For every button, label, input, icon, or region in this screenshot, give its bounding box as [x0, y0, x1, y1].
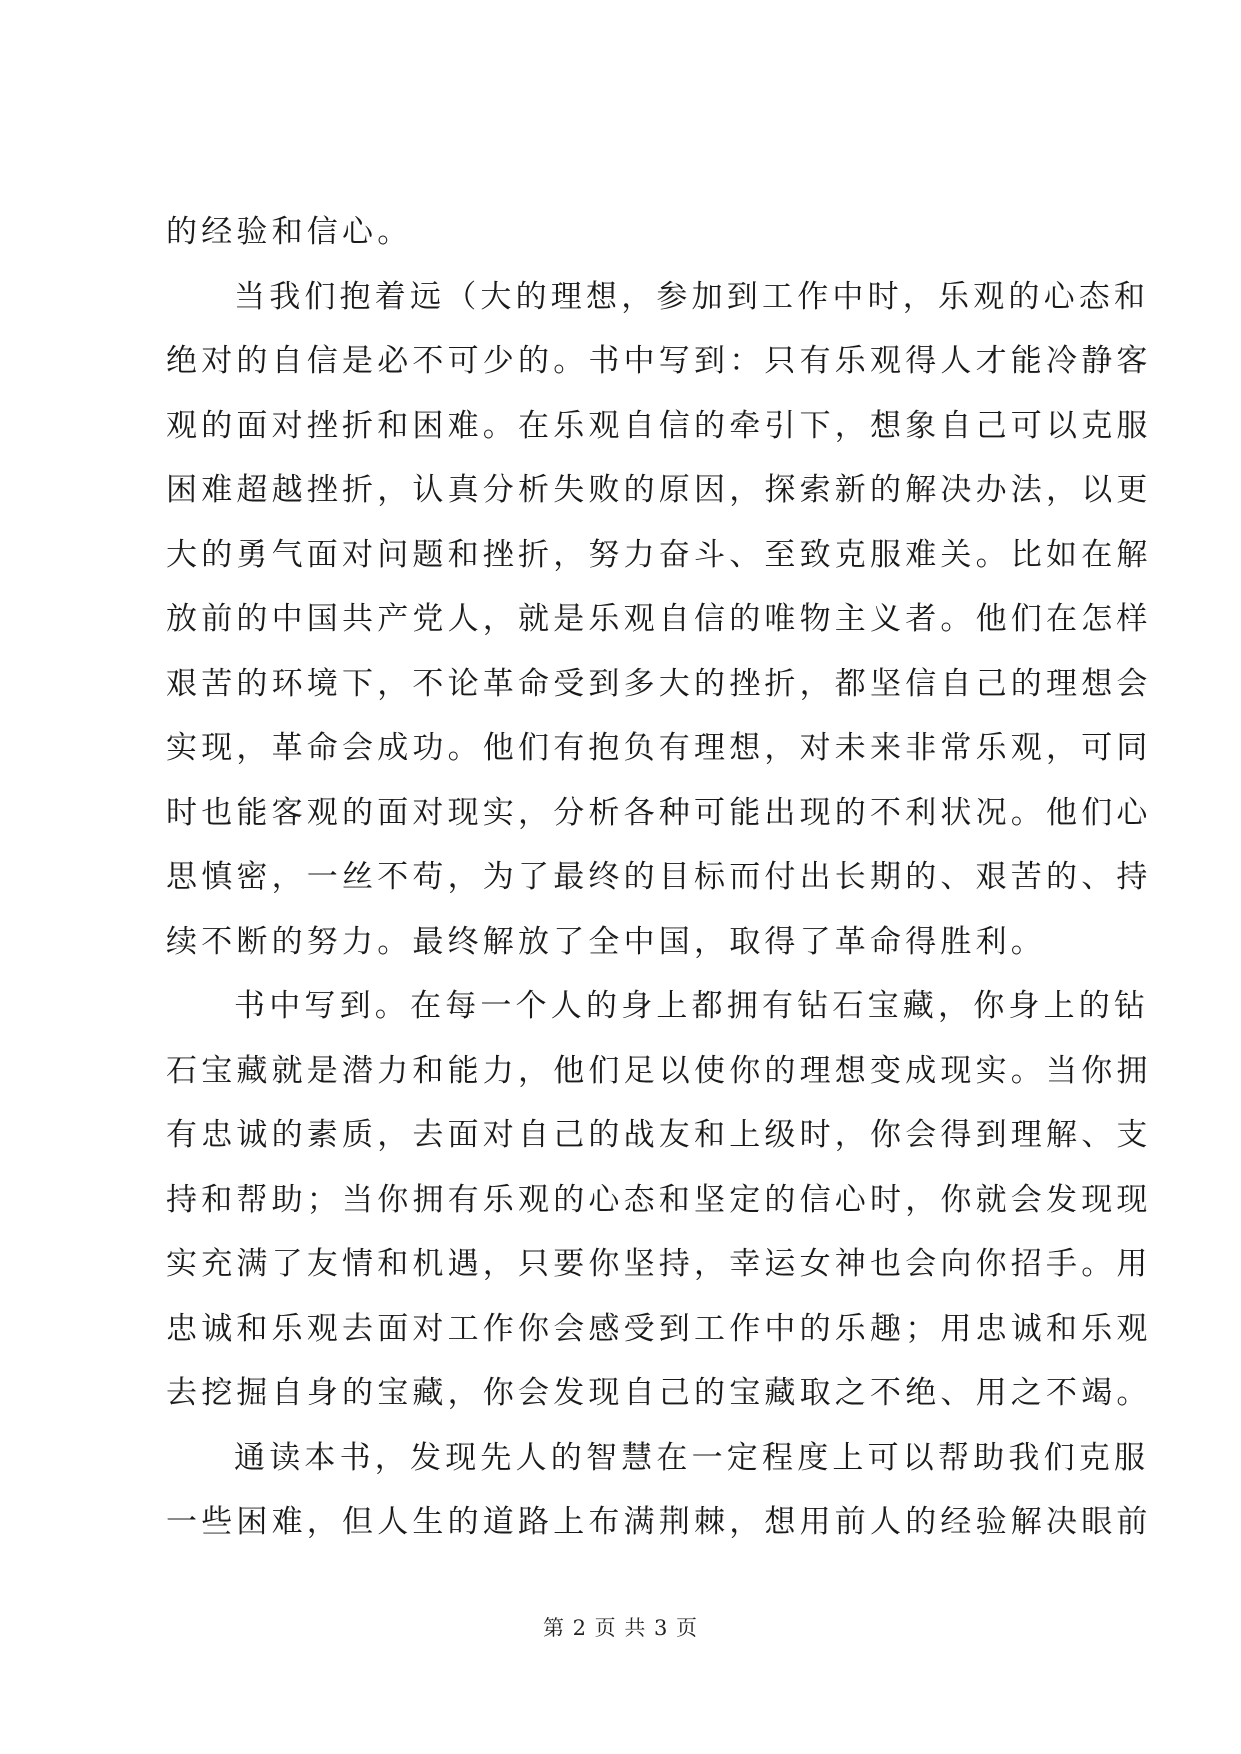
text-line: 持和帮助；当你拥有乐观的心态和坚定的信心时，你就会发现现	[166, 1181, 1152, 1218]
paragraph-start-line: 当我们抱着远（大的理想，参加到工作中时，乐观的心态和	[234, 278, 1150, 315]
text-line: 放前的中国共产党人，就是乐观自信的唯物主义者。他们在怎样	[166, 601, 1152, 637]
text-line: 思慎密，一丝不苟，为了最终的目标而付出长期的、艰苦的、持	[166, 859, 1152, 895]
paragraph-start-line: 书中写到。在每一个人的身上都拥有钻石宝藏，你身上的钻	[234, 988, 1150, 1024]
text-line: 去挖掘自身的宝藏，你会发现自己的宝藏取之不绝、用之不竭。	[166, 1375, 1152, 1411]
text-line: 实现，革命会成功。他们有抱负有理想，对未来非常乐观，可同	[166, 730, 1152, 766]
page-number-label: 第 2 页 共 3 页	[542, 1616, 699, 1640]
text-line: 绝对的自信是必不可少的。书中写到：只有乐观得人才能冷静客	[166, 343, 1152, 379]
text-line: 忠诚和乐观去面对工作你会感受到工作中的乐趣；用忠诚和乐观	[166, 1310, 1152, 1347]
text-line: 艰苦的环境下，不论革命受到多大的挫折，都坚信自己的理想会	[166, 665, 1152, 702]
text-line: 时也能客观的面对现实，分析各种可能出现的不利状况。他们心	[166, 794, 1152, 831]
text-line: 困难超越挫折，认真分析失败的原因，探索新的解决办法，以更	[166, 472, 1152, 508]
text-line: 有忠诚的素质，去面对自己的战友和上级时，你会得到理解、支	[166, 1117, 1152, 1153]
text-line: 实充满了友情和机遇，只要你坚持，幸运女神也会向你招手。用	[166, 1246, 1152, 1282]
text-line: 观的面对挫折和困难。在乐观自信的牵引下，想象自己可以克服	[166, 407, 1152, 444]
text-line: 续不断的努力。最终解放了全中国，取得了革命得胜利。	[166, 923, 1046, 960]
text-line: 大的勇气面对问题和挫折，努力奋斗、至致克服难关。比如在解	[166, 536, 1152, 573]
text-line: 的经验和信心。	[166, 214, 413, 250]
text-line: 石宝藏就是潜力和能力，他们足以使你的理想变成现实。当你拥	[166, 1052, 1152, 1089]
paragraph-start-line: 通读本书，发现先人的智慧在一定程度上可以帮助我们克服	[234, 1439, 1150, 1476]
document-body	[166, 200, 1152, 1555]
text-line: 一些困难，但人生的道路上布满荆棘，想用前人的经验解决眼前	[166, 1504, 1152, 1540]
page-footer	[0, 1612, 1241, 1642]
